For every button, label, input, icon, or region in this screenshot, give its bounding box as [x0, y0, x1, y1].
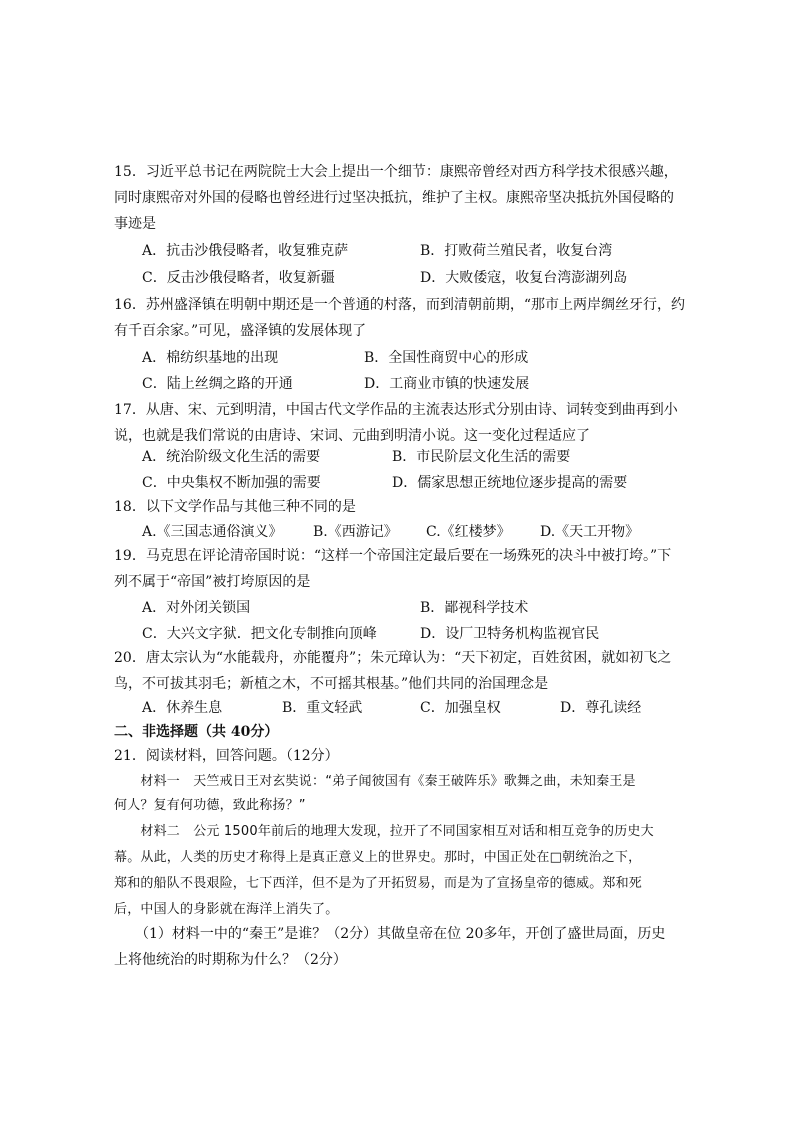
question-20-option-b: B．重文轻武	[282, 700, 363, 716]
material-2-line-4: 后，中国人的身影就在海洋上消失了。	[114, 902, 339, 917]
question-17-option-a: A．统治阶级文化生活的需要	[142, 449, 321, 465]
question-15-line-2: 同时康熙帝对外国的侵略也曾经进行过坚决抵抗，维护了主权。康熙帝坚决抵抗外国侵略的	[114, 190, 674, 206]
question-17-option-b: B．市民阶层文化生活的需要	[392, 449, 571, 465]
question-18-option-a: A.《三国志通俗演义》	[142, 524, 283, 540]
material-2-line-1: 材料二 公元 1500年前后的地理大发现，拉开了不同国家相互对话和相互竞争的历史大	[114, 824, 654, 839]
question-21-sub-1-line-2: 上将他统治的时期称为什么？（2分）	[114, 952, 347, 968]
question-19-line-1: 19．马克思在评论清帝国时说：“这样一个帝国注定最后要在一场殊死的决斗中被打垮。”下	[114, 548, 672, 564]
question-18-option-b: B.《西游记》	[313, 524, 398, 540]
question-20-option-a: A．休养生息	[142, 700, 223, 716]
question-16-option-a: A．棉纺织基地的出现	[142, 350, 279, 366]
question-19-option-b: B．鄙视科学技术	[420, 600, 529, 616]
material-2-line-3: 郑和的船队不畏艰险，七下西洋，但不是为了开拓贸易，而是为了宣扬皇帝的德威。郑和死	[114, 876, 643, 891]
question-20-line-2: 鸟，不可拔其羽毛；新植之木，不可摇其根基。”他们共同的治国理念是	[114, 676, 549, 692]
material-2-line-2: 幕。从此，人类的历史才称得上是真正意义上的世界史。那时，中国正处在□朝统治之下，	[114, 850, 642, 865]
question-19-line-2: 列不属于“帝国”被打垮原因的是	[114, 574, 311, 590]
question-16-option-d: D．工商业市镇的快速发展	[364, 376, 530, 392]
question-19-option-a: A．对外闭关锁国	[142, 600, 251, 616]
material-1-line-2: 何人？复有何功德，致此称扬？”	[114, 798, 306, 813]
question-15-line-1: 15．习近平总书记在两院院士大会上提出一个细节：康熙帝曾经对西方科学技术很感兴趣，	[114, 164, 678, 180]
question-17-line-1: 17．从唐、宋、元到明清，中国古代文学作品的主流表达形式分别由诗、词转变到曲再到小	[114, 402, 678, 418]
question-18-line-1: 18．以下文学作品与其他三种不同的是	[114, 499, 356, 515]
question-19-option-c: C．大兴文字狱．把文化专制推向顶峰	[142, 626, 377, 642]
question-15-option-a: A．抗击沙俄侵略者，收复雅克萨	[142, 243, 349, 259]
question-20-option-c: C．加强皇权	[420, 700, 501, 716]
question-21-title: 21．阅读材料，回答问题。（12分）	[114, 748, 339, 764]
question-16-option-b: B．全国性商贸中心的形成	[364, 350, 529, 366]
question-15-option-c: C．反击沙俄侵略者，收复新疆	[142, 270, 335, 286]
question-16-option-c: C．陆上丝绸之路的开通	[142, 376, 293, 392]
question-17-option-d: D．儒家思想正统地位逐步提高的需要	[392, 475, 628, 491]
question-21-sub-1-line-1: （1）材料一中的“秦王”是谁？（2分）其做皇帝在位 20多年，开创了盛世局面，历史	[114, 926, 666, 942]
question-16-line-1: 16．苏州盛泽镇在明朝中期还是一个普通的村落，而到清朝前期，“那市上两岸绸丝牙行，约	[114, 297, 685, 313]
question-18-option-d: D.《天工开物》	[540, 524, 640, 540]
question-20-option-d: D．尊孔读经	[560, 700, 642, 716]
question-15-option-b: B．打败荷兰殖民者，收复台湾	[420, 243, 613, 259]
question-16-line-2: 有千百余家。”可见，盛泽镇的发展体现了	[114, 323, 367, 339]
question-20-line-1: 20．唐太宗认为“水能载舟，亦能覆舟”；朱元璋认为：“天下初定，百姓贫困，就如初飞之	[114, 650, 672, 666]
question-17-option-c: C．中央集权不断加强的需要	[142, 475, 321, 491]
question-15-line-3: 事迹是	[114, 216, 156, 232]
material-1-line-1: 材料一 天竺戒日王对玄奘说：“弟子闻彼国有《秦王破阵乐》歌舞之曲，未知秦王是	[114, 774, 636, 789]
question-15-option-d: D．大败倭寇，收复台湾澎湖列岛	[420, 270, 628, 286]
question-17-line-2: 说，也就是我们常说的由唐诗、宋词、元曲到明清小说。这一变化过程适应了	[114, 428, 590, 444]
question-18-option-c: C.《红楼梦》	[426, 524, 511, 540]
question-19-option-d: D．设厂卫特务机构监视官民	[420, 626, 600, 642]
section-2-heading: 二、非选择题（共 40分）	[114, 724, 279, 740]
